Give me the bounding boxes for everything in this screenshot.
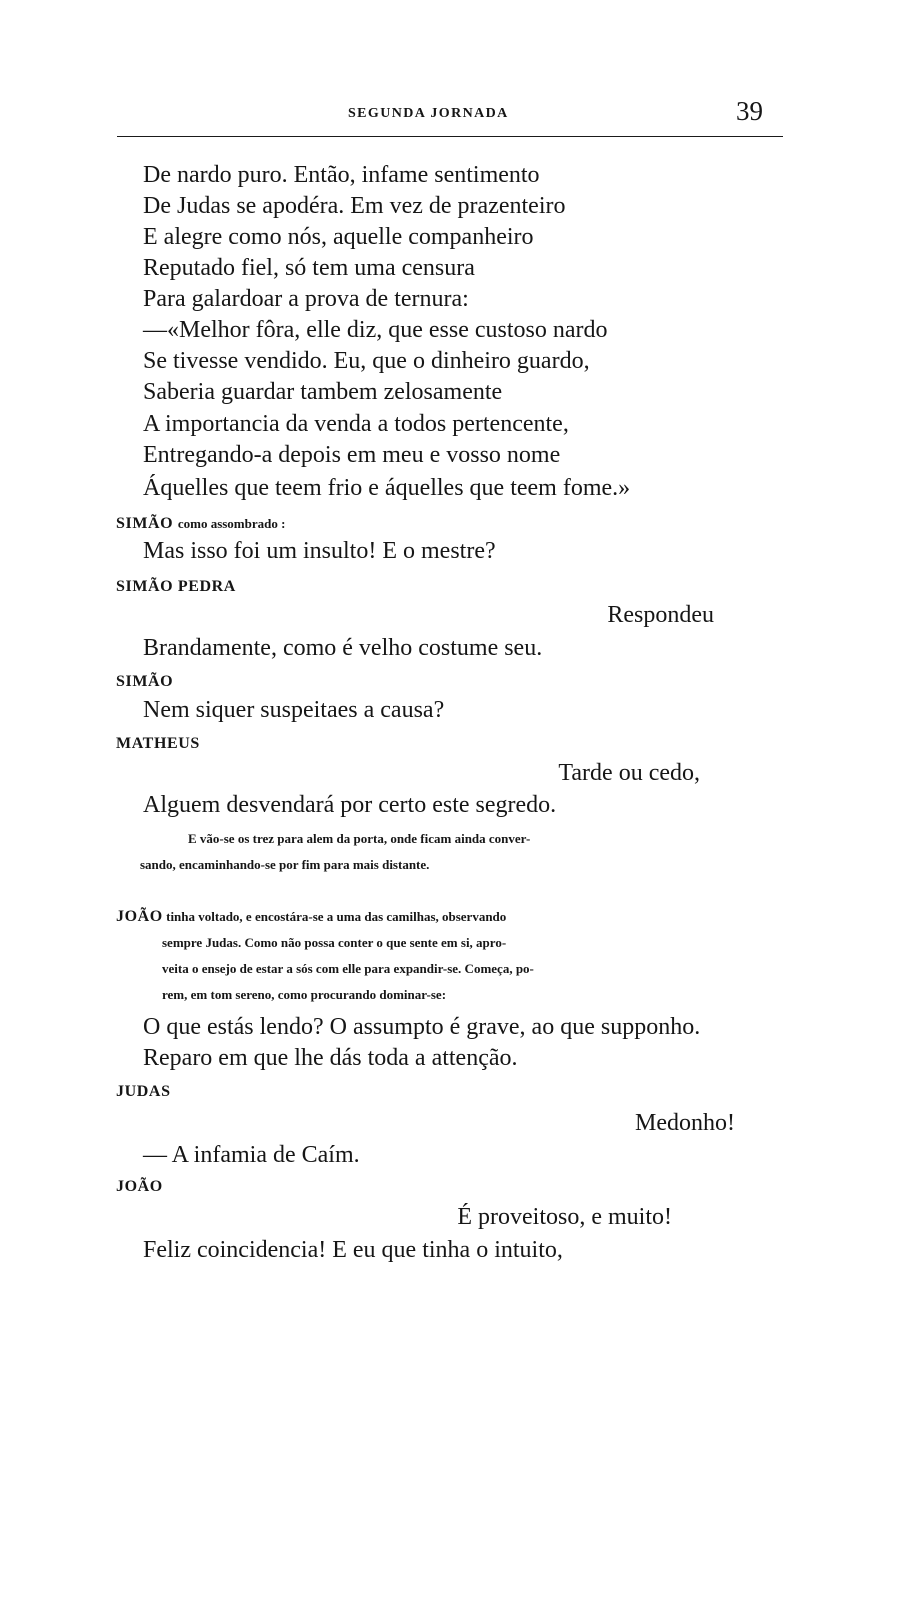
header-title: SEGUNDA JORNADA — [348, 106, 509, 121]
verse-line: Reparo em que lhe dás toda a attenção. — [143, 1045, 518, 1071]
verse-line: E alegre como nós, aquelle companheiro — [143, 224, 534, 250]
stage-direction-line: sando, encaminhando-se por fim para mais distante. — [140, 857, 430, 872]
verse-line: Mas isso foi um insulto! E o mestre? — [143, 538, 496, 564]
stage-direction-text: tinha voltado, e encostára-se a uma das camilhas, observando — [166, 909, 507, 924]
verse-line: Feliz coincidencia! E eu que tinha o intuito, — [143, 1237, 563, 1263]
verse-line: Áquelles que teem frio e áquelles que teem fome.» — [143, 475, 631, 501]
verse-line: De nardo puro. Então, infame sentimento — [143, 162, 540, 188]
stage-direction-block — [116, 904, 534, 1008]
verse-line-continuation: Respondeu — [607, 602, 714, 628]
stage-direction-line: rem, em tom sereno, como procurando dominar-se: — [162, 987, 447, 1002]
header-rule — [117, 136, 783, 137]
stage-direction-line: E vão-se os trez para alem da porta, onde ficam ainda conver- — [188, 831, 531, 846]
verse-line: — A infamia de Caím. — [143, 1142, 360, 1168]
speaker-name: JOÃO — [116, 908, 163, 925]
speaker-name: MATHEUS — [116, 735, 200, 752]
stage-direction-line — [116, 904, 534, 930]
stage-direction-block — [140, 826, 780, 878]
verse-line: —«Melhor fôra, elle diz, que esse custoso nardo — [143, 317, 608, 343]
verse-line: Se tivesse vendido. Eu, que o dinheiro guardo, — [143, 348, 590, 374]
speaker-name: SIMÃO — [116, 673, 174, 690]
verse-line: A importancia da venda a todos pertencente, — [143, 411, 569, 437]
speaker-label: SIMÃO — [116, 515, 174, 532]
verse-line-continuation: É proveitoso, e muito! — [457, 1204, 672, 1230]
verse-line: Saberia guardar tambem zelosamente — [143, 379, 503, 405]
stage-direction: como assombrado : — [177, 516, 286, 531]
speaker-name: JOÃO — [116, 1178, 163, 1195]
verse-line: De Judas se apodéra. Em vez de prazenteiro — [143, 193, 566, 219]
speaker-name: SIMÃO PEDRA — [116, 578, 236, 595]
verse-line: Reputado fiel, só tem uma censura — [143, 255, 475, 281]
verse-line: Brandamente, como é velho costume seu. — [143, 635, 543, 661]
verse-line-continuation: Tarde ou cedo, — [558, 760, 700, 786]
speaker-name — [116, 515, 285, 533]
verse-line: Alguem desvendará por certo este segredo. — [143, 792, 557, 818]
speaker-name: JUDAS — [116, 1083, 171, 1100]
page-number: 39 — [736, 96, 763, 126]
verse-line: Para galardoar a prova de ternura: — [143, 286, 469, 312]
stage-direction-line: veita o ensejo de estar a sós com elle para expandir-se. Começa, po- — [162, 961, 534, 976]
stage-direction-line: sempre Judas. Como não possa conter o que sente em si, apro- — [162, 935, 507, 950]
verse-line-continuation: Medonho! — [635, 1110, 735, 1136]
verse-line: Entregando-a depois em meu e vosso nome — [143, 442, 561, 468]
verse-line: O que estás lendo? O assumpto é grave, ao que supponho. — [143, 1014, 701, 1040]
verse-line: Nem siquer suspeitaes a causa? — [143, 697, 445, 723]
